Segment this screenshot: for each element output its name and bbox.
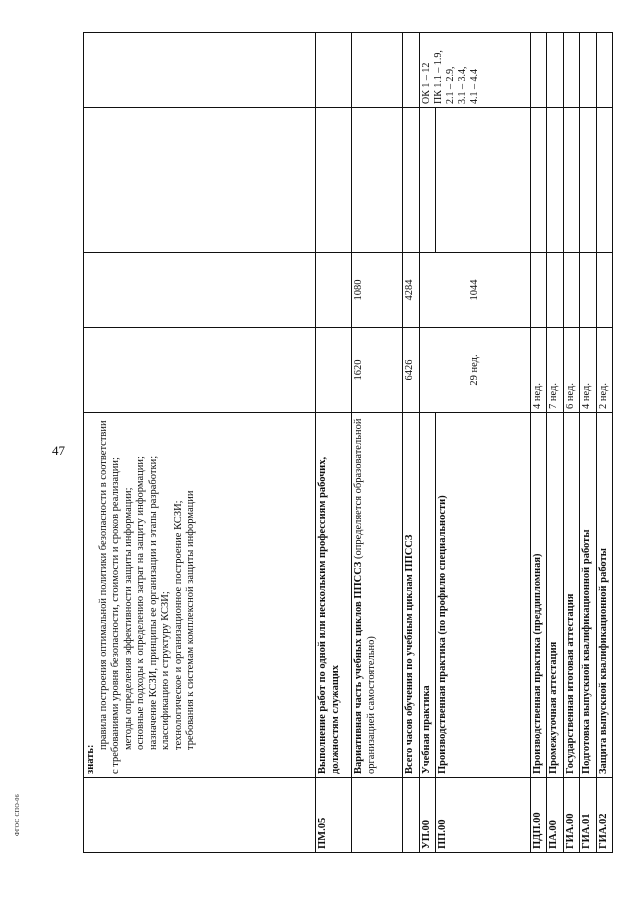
knowledge-cell	[84, 413, 316, 778]
code-cell	[84, 778, 316, 853]
table-row	[436, 33, 531, 853]
row-duration: 6 нед.	[563, 328, 579, 413]
row-code: ГИА.01	[580, 778, 596, 853]
knowledge-item: основные подходы к определению затрат на защиту информации;	[135, 456, 146, 750]
row-code: ПДП.00	[531, 778, 547, 853]
knowledge-item: методы определения эффективности защиты информации;	[122, 487, 134, 750]
row-note: (определяется образовательной организацией самостоятельно)	[353, 418, 377, 774]
table-row	[596, 33, 612, 853]
max-hours: 1620	[352, 328, 403, 413]
row-title: Учебная практика	[419, 413, 435, 778]
row-title: Государственная итоговая аттестация	[563, 413, 579, 778]
row-title: Вариативная часть учебных циклов ППССЗ	[353, 561, 365, 774]
knowledge-item: правила построения оптимальной политики безопасности в соответствии с требованиями уровня безопасности, стоимости и сроков реализации;	[97, 420, 121, 774]
row-title: Промежуточная аттестация	[547, 413, 563, 778]
row-duration: 4 нед.	[531, 328, 547, 413]
table-row	[84, 33, 316, 853]
knowledge-item: технологическое и организационное построение КСЗИ;	[172, 500, 184, 750]
row-title: Подготовка выпускной квалификационной работы	[580, 413, 596, 778]
row-title: Производственная практика (преддипломная)	[531, 413, 547, 778]
table-row	[580, 33, 596, 853]
row-code: УП.00	[419, 778, 435, 853]
curriculum-table-rotated	[83, 33, 613, 853]
mandatory-hours: 4284	[402, 253, 419, 328]
row-duration: 7 нед.	[547, 328, 563, 413]
row-duration: 4 нед.	[580, 328, 596, 413]
knowledge-heading: знать:	[85, 744, 96, 774]
practice-weeks: 29 нед.	[419, 328, 530, 413]
knowledge-item: классификацию и структуру КСЗИ;	[160, 591, 171, 750]
table-row	[563, 33, 579, 853]
table-row	[547, 33, 563, 853]
row-title: Производственная практика (по профилю специальности)	[436, 413, 531, 778]
row-code: ГИА.02	[596, 778, 612, 853]
table-row	[531, 33, 547, 853]
variable-part-cell	[352, 413, 403, 778]
table-row	[402, 33, 419, 853]
row-title: Всего часов обучения по учебным циклам ППССЗ	[402, 413, 419, 778]
row-code: ПМ.05	[316, 778, 352, 853]
row-title: Защита выпускной квалификационной работы	[596, 413, 612, 778]
knowledge-item: назначение КСЗИ, принципы ее организации и этапы разработки;	[147, 455, 159, 750]
footer-label: ФГОС СПО-06	[15, 794, 21, 836]
table-row	[352, 33, 403, 853]
curriculum-table	[83, 32, 613, 853]
knowledge-item: требования к системам комплексной защиты информации	[185, 490, 196, 750]
row-code: ГИА.00	[563, 778, 579, 853]
row-duration: 2 нед.	[596, 328, 612, 413]
row-code: ПА.00	[547, 778, 563, 853]
mandatory-hours: 1080	[352, 253, 403, 328]
row-title: Выполнение работ по одной или нескольким профессиям рабочих, должностям служащих	[316, 413, 352, 778]
table-row	[316, 33, 352, 853]
max-hours: 6426	[402, 328, 419, 413]
row-code: ПП.00	[436, 778, 531, 853]
practice-hours: 1044	[419, 253, 530, 328]
table-row	[419, 33, 435, 853]
page-number: 47	[52, 443, 65, 458]
competency-codes: ОК 1 – 12 ПК 1.1 – 1.9, 2.1 – 2.9, 3.1 – 3.4, 4.1 – 4.4	[419, 33, 530, 108]
